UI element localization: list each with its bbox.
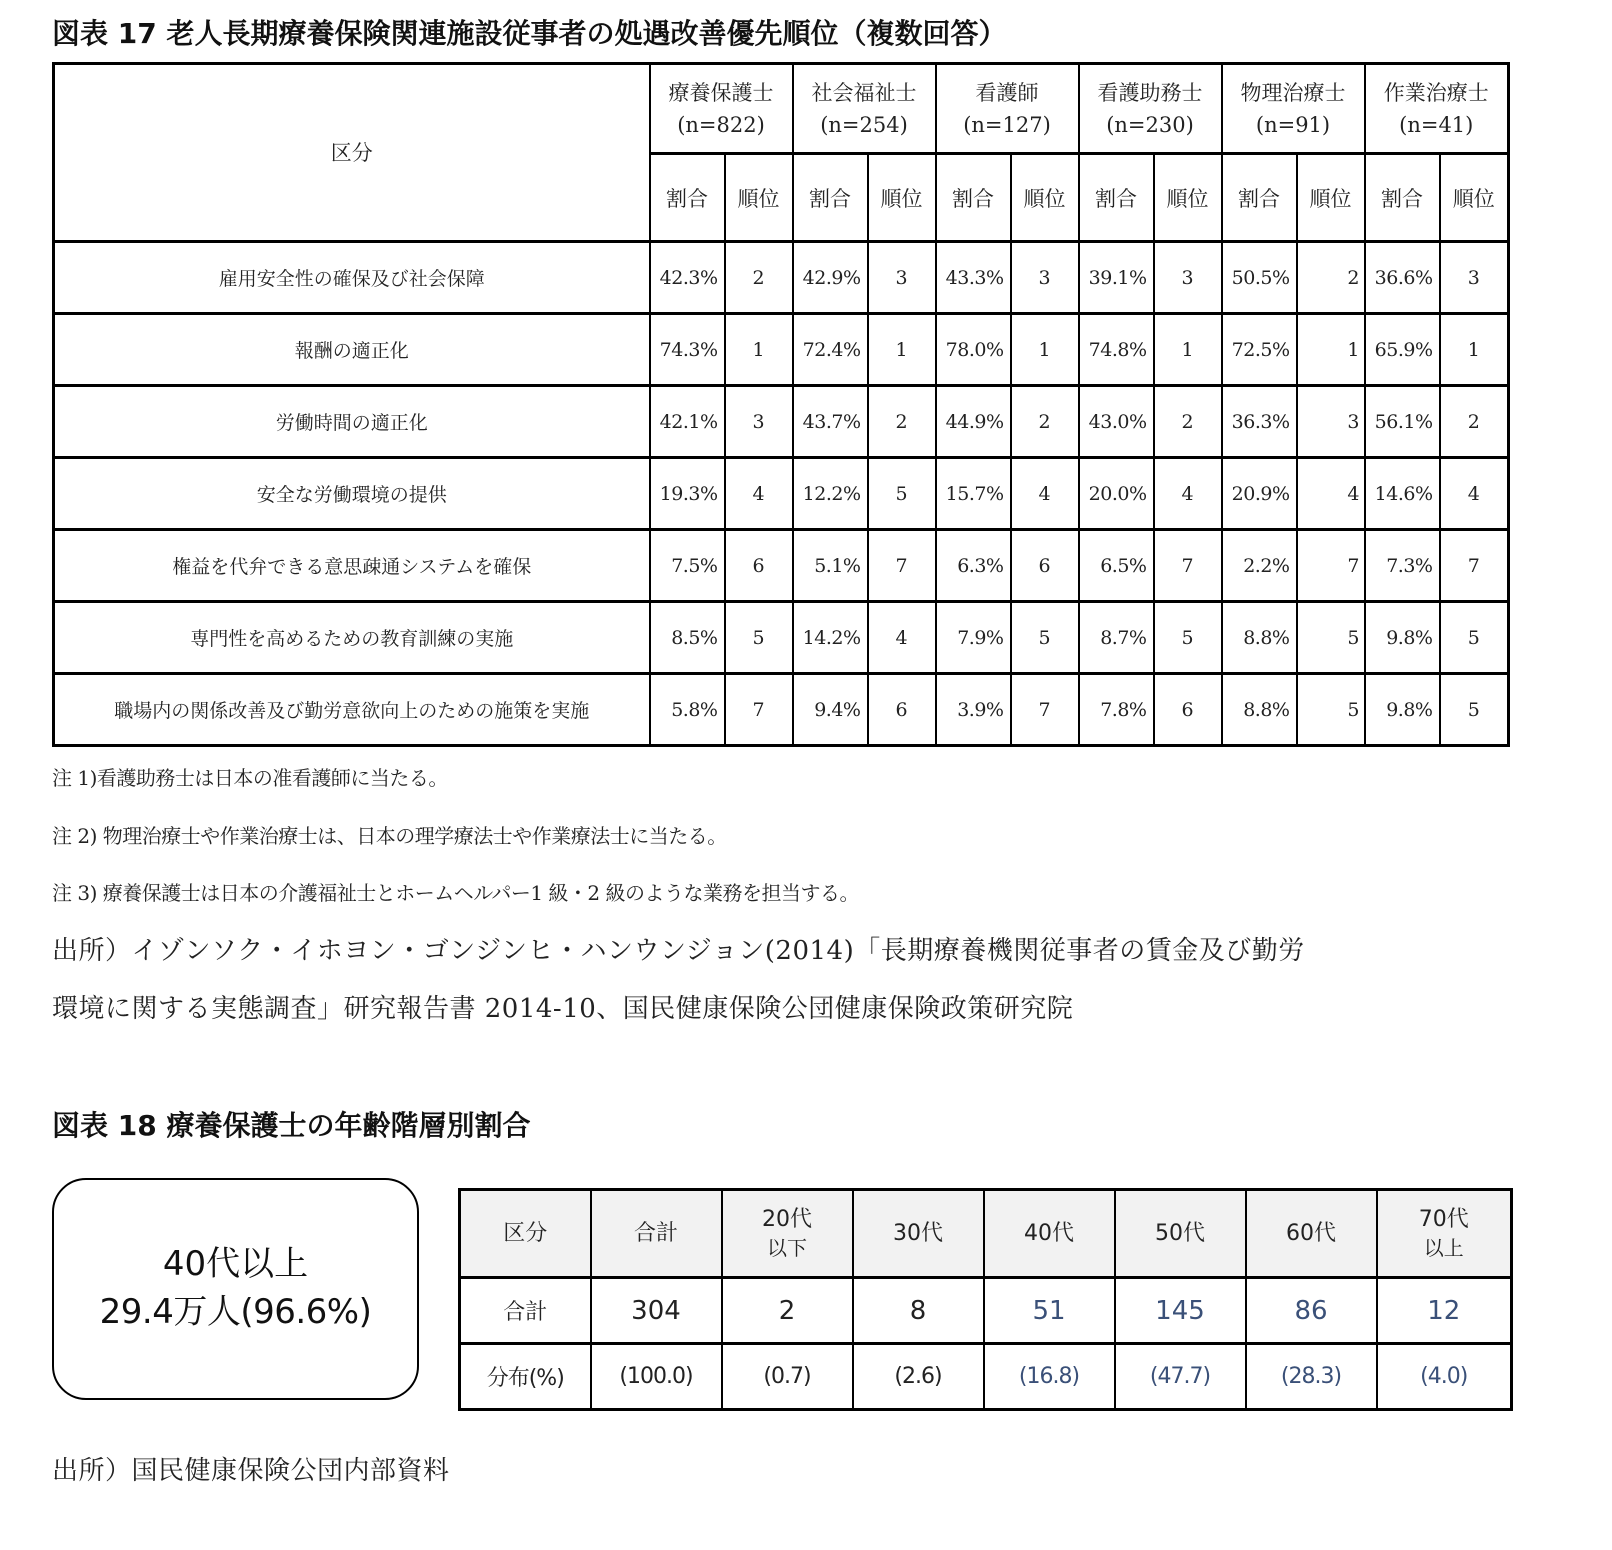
ratio-cell: 43.7% <box>793 386 868 458</box>
table-row <box>54 530 1509 602</box>
rank-cell: 3 <box>1297 386 1365 458</box>
group-header: 作業治療士 (n=41) <box>1365 64 1509 154</box>
ratio-cell: 8.7% <box>1079 602 1154 674</box>
value-cell: (100.0) <box>591 1344 722 1410</box>
table-row <box>54 314 1509 386</box>
table-row <box>54 674 1509 746</box>
ratio-cell: 43.0% <box>1079 386 1154 458</box>
header-kubun: 区分 <box>54 64 650 242</box>
ratio-cell: 5.1% <box>793 530 868 602</box>
subheader-rank: 順位 <box>1011 154 1079 242</box>
rank-cell: 6 <box>868 674 936 746</box>
note-3: 注 3) 療養保護士は日本の介護福祉士とホームヘルパー1 級・2 級のような業務を担当する。 <box>52 881 860 905</box>
row-label: 雇用安全性の確保及び社会保障 <box>54 242 650 314</box>
ratio-cell: 72.4% <box>793 314 868 386</box>
value-cell: 304 <box>591 1278 722 1344</box>
ratio-cell: 7.3% <box>1365 530 1440 602</box>
ratio-cell: 8.5% <box>650 602 725 674</box>
source-line-1: 出所）イゾンソク・イホヨン・ゴンジンヒ・ハンウンジョン(2014)「長期療養機関従事者の賃金及び勤労 <box>52 936 1305 966</box>
ratio-cell: 3.9% <box>936 674 1011 746</box>
ratio-cell: 9.4% <box>793 674 868 746</box>
rank-cell: 5 <box>1440 602 1509 674</box>
table-row <box>54 602 1509 674</box>
rank-cell: 5 <box>868 458 936 530</box>
group-header: 看護師 (n=127) <box>936 64 1079 154</box>
rank-cell: 1 <box>1154 314 1222 386</box>
rank-cell: 4 <box>1440 458 1509 530</box>
rank-cell: 1 <box>725 314 793 386</box>
subheader-rank: 順位 <box>868 154 936 242</box>
subheader-ratio: 割合 <box>1079 154 1154 242</box>
source-line-2: 環境に関する実態調査」研究報告書 2014-10、国民健康保険公団健康保険政策研究院 <box>52 994 1074 1024</box>
ratio-cell: 42.1% <box>650 386 725 458</box>
group-header: 看護助務士 (n=230) <box>1079 64 1222 154</box>
group-header: 療養保護士 (n=822) <box>650 64 793 154</box>
ratio-cell: 36.3% <box>1222 386 1297 458</box>
rank-cell: 2 <box>1297 242 1365 314</box>
rank-cell: 7 <box>1440 530 1509 602</box>
subheader-rank: 順位 <box>1440 154 1509 242</box>
ratio-cell: 2.2% <box>1222 530 1297 602</box>
rank-cell: 3 <box>1011 242 1079 314</box>
value-cell: 86 <box>1246 1278 1377 1344</box>
ratio-cell: 8.8% <box>1222 602 1297 674</box>
ratio-cell: 20.9% <box>1222 458 1297 530</box>
ratio-cell: 78.0% <box>936 314 1011 386</box>
ratio-cell: 9.8% <box>1365 674 1440 746</box>
figure-18-table <box>458 1188 1513 1411</box>
rank-cell: 4 <box>1154 458 1222 530</box>
value-cell: 12 <box>1377 1278 1512 1344</box>
ratio-cell: 72.5% <box>1222 314 1297 386</box>
summary-line-1: 40代以上 <box>162 1244 309 1284</box>
value-cell: 145 <box>1115 1278 1246 1344</box>
summary-box <box>52 1178 419 1400</box>
rank-cell: 7 <box>725 674 793 746</box>
value-cell: (2.6) <box>853 1344 984 1410</box>
column-header: 30代 <box>853 1190 984 1278</box>
column-header: 50代 <box>1115 1190 1246 1278</box>
ratio-cell: 43.3% <box>936 242 1011 314</box>
rank-cell: 3 <box>1154 242 1222 314</box>
column-header: 20代 以下 <box>722 1190 853 1278</box>
ratio-cell: 14.6% <box>1365 458 1440 530</box>
ratio-cell: 15.7% <box>936 458 1011 530</box>
rank-cell: 7 <box>1297 530 1365 602</box>
rank-cell: 4 <box>725 458 793 530</box>
rank-cell: 5 <box>1297 602 1365 674</box>
ratio-cell: 42.3% <box>650 242 725 314</box>
subheader-ratio: 割合 <box>793 154 868 242</box>
row-label: 労働時間の適正化 <box>54 386 650 458</box>
value-cell: 2 <box>722 1278 853 1344</box>
rank-cell: 5 <box>1440 674 1509 746</box>
rank-cell: 3 <box>1440 242 1509 314</box>
subheader-ratio: 割合 <box>1365 154 1440 242</box>
ratio-cell: 6.3% <box>936 530 1011 602</box>
ratio-cell: 74.8% <box>1079 314 1154 386</box>
ratio-cell: 36.6% <box>1365 242 1440 314</box>
ratio-cell: 56.1% <box>1365 386 1440 458</box>
subheader-rank: 順位 <box>725 154 793 242</box>
ratio-cell: 39.1% <box>1079 242 1154 314</box>
rank-cell: 2 <box>1011 386 1079 458</box>
table-row <box>460 1344 1512 1410</box>
figure-18-source: 出所）国民健康保険公団内部資料 <box>52 1456 450 1486</box>
value-cell: 51 <box>984 1278 1115 1344</box>
value-cell: (28.3) <box>1246 1344 1377 1410</box>
rank-cell: 4 <box>868 602 936 674</box>
rank-cell: 2 <box>868 386 936 458</box>
rank-cell: 1 <box>1297 314 1365 386</box>
note-2: 注 2) 物理治療士や作業治療士は、日本の理学療法士や作業療法士に当たる。 <box>52 824 727 848</box>
row-label: 権益を代弁できる意思疎通システムを確保 <box>54 530 650 602</box>
table-row <box>54 242 1509 314</box>
row-label: 専門性を高めるための教育訓練の実施 <box>54 602 650 674</box>
ratio-cell: 14.2% <box>793 602 868 674</box>
ratio-cell: 8.8% <box>1222 674 1297 746</box>
ratio-cell: 7.8% <box>1079 674 1154 746</box>
rank-cell: 3 <box>725 386 793 458</box>
rank-cell: 5 <box>1154 602 1222 674</box>
column-header: 70代 以上 <box>1377 1190 1512 1278</box>
ratio-cell: 65.9% <box>1365 314 1440 386</box>
table-row <box>460 1278 1512 1344</box>
rank-cell: 5 <box>725 602 793 674</box>
ratio-cell: 19.3% <box>650 458 725 530</box>
ratio-cell: 74.3% <box>650 314 725 386</box>
rank-cell: 2 <box>725 242 793 314</box>
row-label: 職場内の関係改善及び勤労意欲向上のための施策を実施 <box>54 674 650 746</box>
ratio-cell: 6.5% <box>1079 530 1154 602</box>
subheader-rank: 順位 <box>1154 154 1222 242</box>
rank-cell: 7 <box>1154 530 1222 602</box>
rank-cell: 6 <box>725 530 793 602</box>
ratio-cell: 5.8% <box>650 674 725 746</box>
ratio-cell: 7.5% <box>650 530 725 602</box>
rank-cell: 1 <box>1011 314 1079 386</box>
value-cell: (16.8) <box>984 1344 1115 1410</box>
column-header: 60代 <box>1246 1190 1377 1278</box>
group-header: 物理治療士 (n=91) <box>1222 64 1365 154</box>
subheader-ratio: 割合 <box>650 154 725 242</box>
row-label: 報酬の適正化 <box>54 314 650 386</box>
row-label: 安全な労働環境の提供 <box>54 458 650 530</box>
column-header: 40代 <box>984 1190 1115 1278</box>
rank-cell: 5 <box>1297 674 1365 746</box>
rank-cell: 2 <box>1440 386 1509 458</box>
subheader-ratio: 割合 <box>1222 154 1297 242</box>
rank-cell: 5 <box>1011 602 1079 674</box>
ratio-cell: 20.0% <box>1079 458 1154 530</box>
rank-cell: 4 <box>1297 458 1365 530</box>
column-header: 区分 <box>460 1190 591 1278</box>
value-cell: 8 <box>853 1278 984 1344</box>
ratio-cell: 9.8% <box>1365 602 1440 674</box>
value-cell: (0.7) <box>722 1344 853 1410</box>
figure-17-table <box>52 62 1510 747</box>
rank-cell: 6 <box>1154 674 1222 746</box>
ratio-cell: 50.5% <box>1222 242 1297 314</box>
rank-cell: 2 <box>1154 386 1222 458</box>
value-cell: (47.7) <box>1115 1344 1246 1410</box>
figure-17-title: 図表 17 老人長期療養保険関連施設従事者の処遇改善優先順位（複数回答） <box>52 17 1007 50</box>
figure-18-title: 図表 18 療養保護士の年齢階層別割合 <box>52 1109 531 1142</box>
subheader-ratio: 割合 <box>936 154 1011 242</box>
value-cell: (4.0) <box>1377 1344 1512 1410</box>
rank-cell: 7 <box>868 530 936 602</box>
ratio-cell: 42.9% <box>793 242 868 314</box>
ratio-cell: 7.9% <box>936 602 1011 674</box>
ratio-cell: 44.9% <box>936 386 1011 458</box>
summary-line-2: 29.4万人(96.6%) <box>99 1292 372 1332</box>
rank-cell: 7 <box>1011 674 1079 746</box>
rank-cell: 6 <box>1011 530 1079 602</box>
rank-cell: 4 <box>1011 458 1079 530</box>
group-header: 社会福祉士 (n=254) <box>793 64 936 154</box>
table-row <box>54 386 1509 458</box>
row-label: 分布(%) <box>460 1344 591 1410</box>
ratio-cell: 12.2% <box>793 458 868 530</box>
subheader-rank: 順位 <box>1297 154 1365 242</box>
note-1: 注 1)看護助務士は日本の准看護師に当たる。 <box>52 766 448 790</box>
rank-cell: 1 <box>868 314 936 386</box>
rank-cell: 3 <box>868 242 936 314</box>
rank-cell: 1 <box>1440 314 1509 386</box>
row-label: 合計 <box>460 1278 591 1344</box>
table-row <box>54 458 1509 530</box>
column-header: 合計 <box>591 1190 722 1278</box>
